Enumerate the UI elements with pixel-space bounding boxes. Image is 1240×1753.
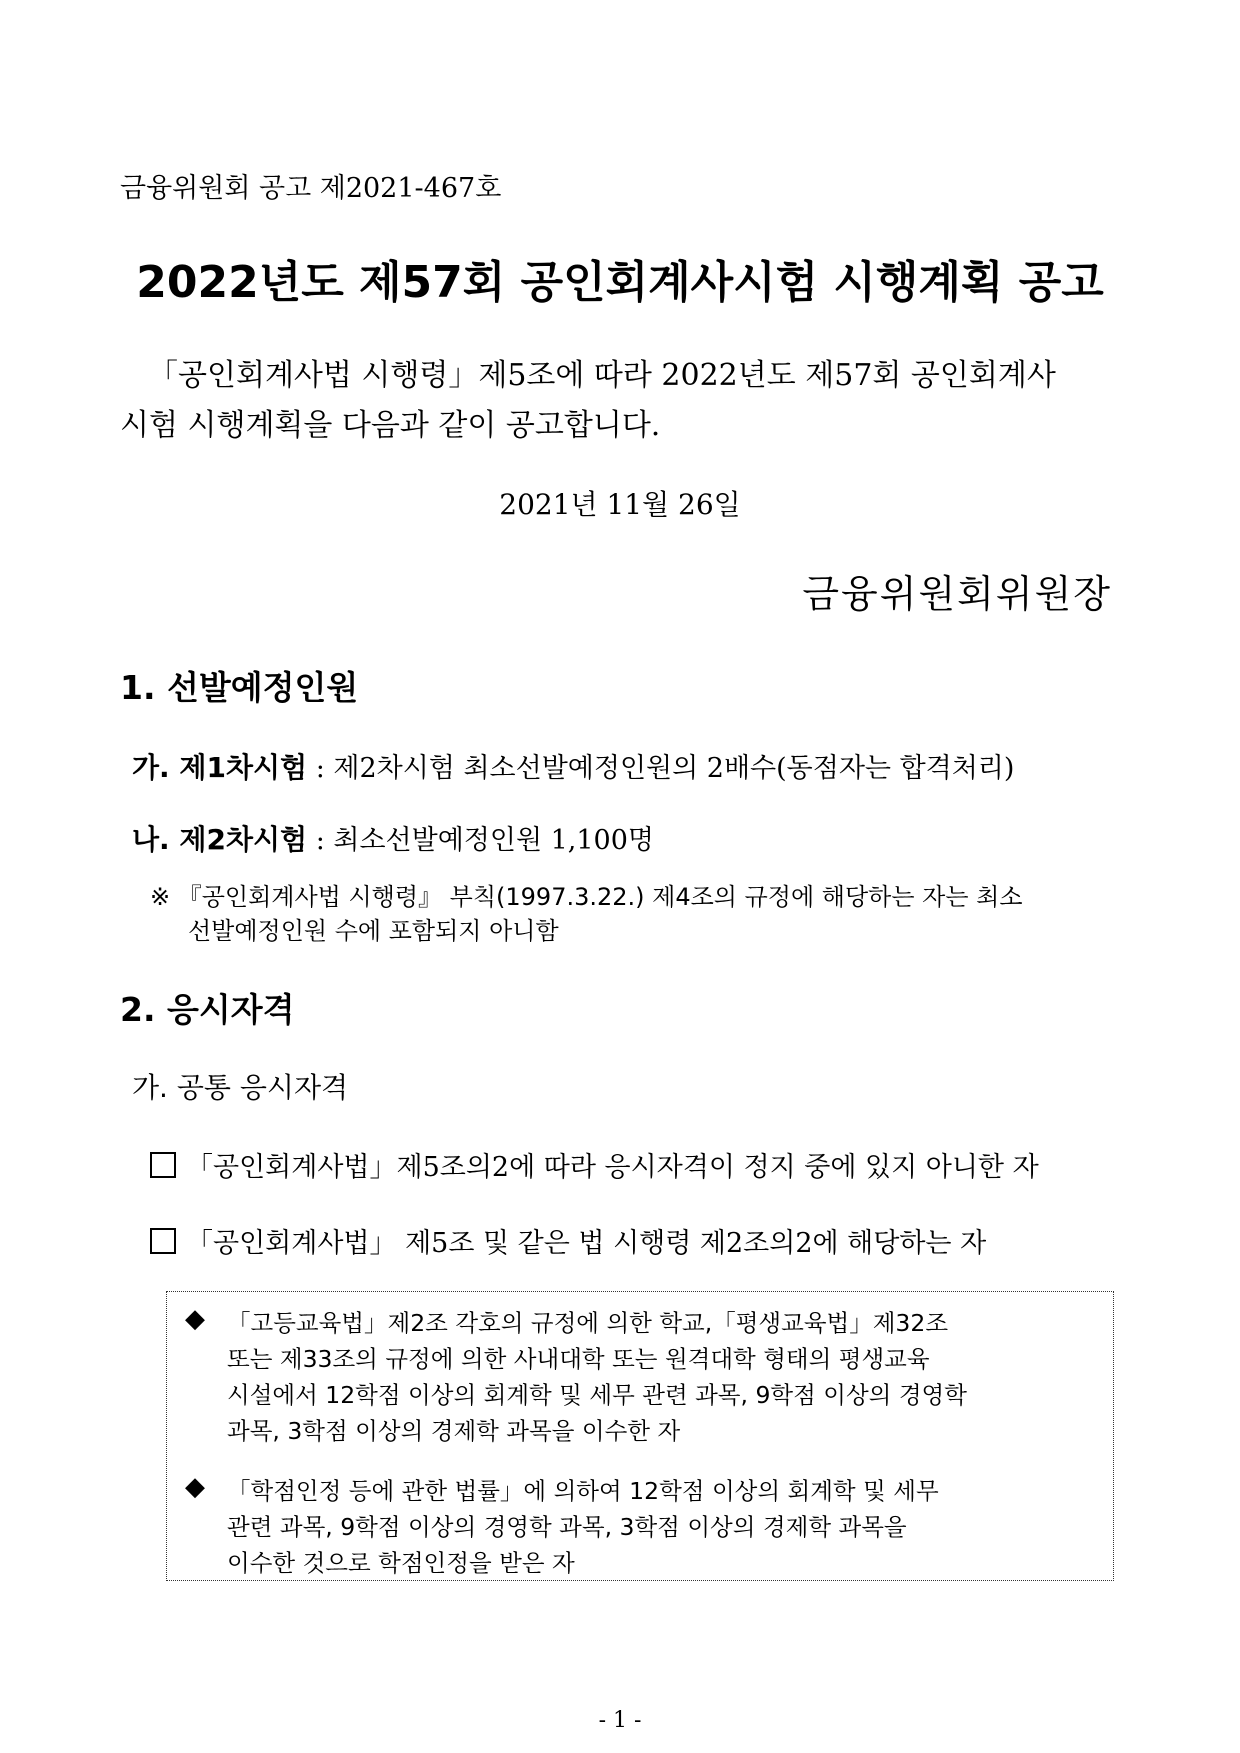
section-2-heading: 2. 응시자격 xyxy=(120,990,295,1029)
intro-line-2: 시험 시행계획을 다음과 같이 공고합니다. xyxy=(120,408,661,443)
page-number: - 1 - xyxy=(598,1708,642,1733)
publication-date: 2021년 11월 26일 xyxy=(499,488,741,521)
requirement-1-line: 「고등교육법」제2조 각호의 규정에 의한 학교,「평생교육법」제32조 xyxy=(227,1309,949,1337)
checkbox-icon xyxy=(150,1228,176,1254)
requirement-2-line: 「학점인정 등에 관한 법률」에 의하여 12학점 이상의 회계학 및 세무 xyxy=(227,1477,939,1505)
requirement-1-line: 또는 제33조의 규정에 의한 사내대학 또는 원격대학 형태의 평생교육 xyxy=(227,1345,930,1373)
note-line-1: ※ 『공인회계사법 시행령』 부칙(1997.3.22.) 제4조의 규정에 해당하는 자는 최소 xyxy=(150,883,1023,911)
second-exam-text: : 최소선발예정인원 1,100명 xyxy=(307,825,654,856)
qualification-item-2 xyxy=(150,1221,986,1260)
first-exam-text: : 제2차시험 최소선발예정인원의 2배수(동점자는 합격처리) xyxy=(307,753,1015,784)
diamond-bullet-icon: ◆ xyxy=(185,1472,205,1502)
second-exam-item xyxy=(132,818,654,858)
issuer: 금융위원회위원장 xyxy=(802,572,1112,616)
requirement-2-line: 이수한 것으로 학점인정을 받은 자 xyxy=(227,1549,575,1577)
first-exam-label: 가. 제1차시험 xyxy=(132,751,308,784)
section-1-heading: 1. 선발예정인원 xyxy=(120,668,359,707)
qualification-text-1: 「공인회계사법」제5조의2에 따라 응시자격이 정지 중에 있지 아니한 자 xyxy=(186,1152,1039,1183)
requirement-2-line: 관련 과목, 9학점 이상의 경영학 과목, 3학점 이상의 경제학 과목을 xyxy=(227,1513,907,1541)
first-exam-item xyxy=(132,746,1014,786)
qualification-text-2: 「공인회계사법」 제5조 및 같은 법 시행령 제2조의2에 해당하는 자 xyxy=(186,1228,987,1259)
note-line-2: 선발예정인원 수에 포함되지 아니함 xyxy=(188,917,559,945)
checkbox-icon xyxy=(150,1152,176,1178)
intro-line-1: 「공인회계사법 시행령」제5조에 따라 2022년도 제57회 공인회계사 xyxy=(148,358,1056,393)
notice-number: 금융위원회 공고 제2021-467호 xyxy=(120,173,502,204)
diamond-bullet-icon: ◆ xyxy=(185,1304,205,1334)
document-title: 2022년도 제57회 공인회계사시험 시행계획 공고 xyxy=(136,257,1104,308)
requirement-1-line: 시설에서 12학점 이상의 회계학 및 세무 관련 과목, 9학점 이상의 경영학 xyxy=(227,1381,967,1409)
requirements-box xyxy=(166,1291,1114,1581)
qualification-item-1 xyxy=(150,1145,1039,1184)
common-qualification-heading: 가. 공통 응시자격 xyxy=(132,1071,349,1104)
second-exam-label: 나. 제2차시험 xyxy=(132,823,308,856)
requirement-1-line: 과목, 3학점 이상의 경제학 과목을 이수한 자 xyxy=(227,1417,681,1445)
